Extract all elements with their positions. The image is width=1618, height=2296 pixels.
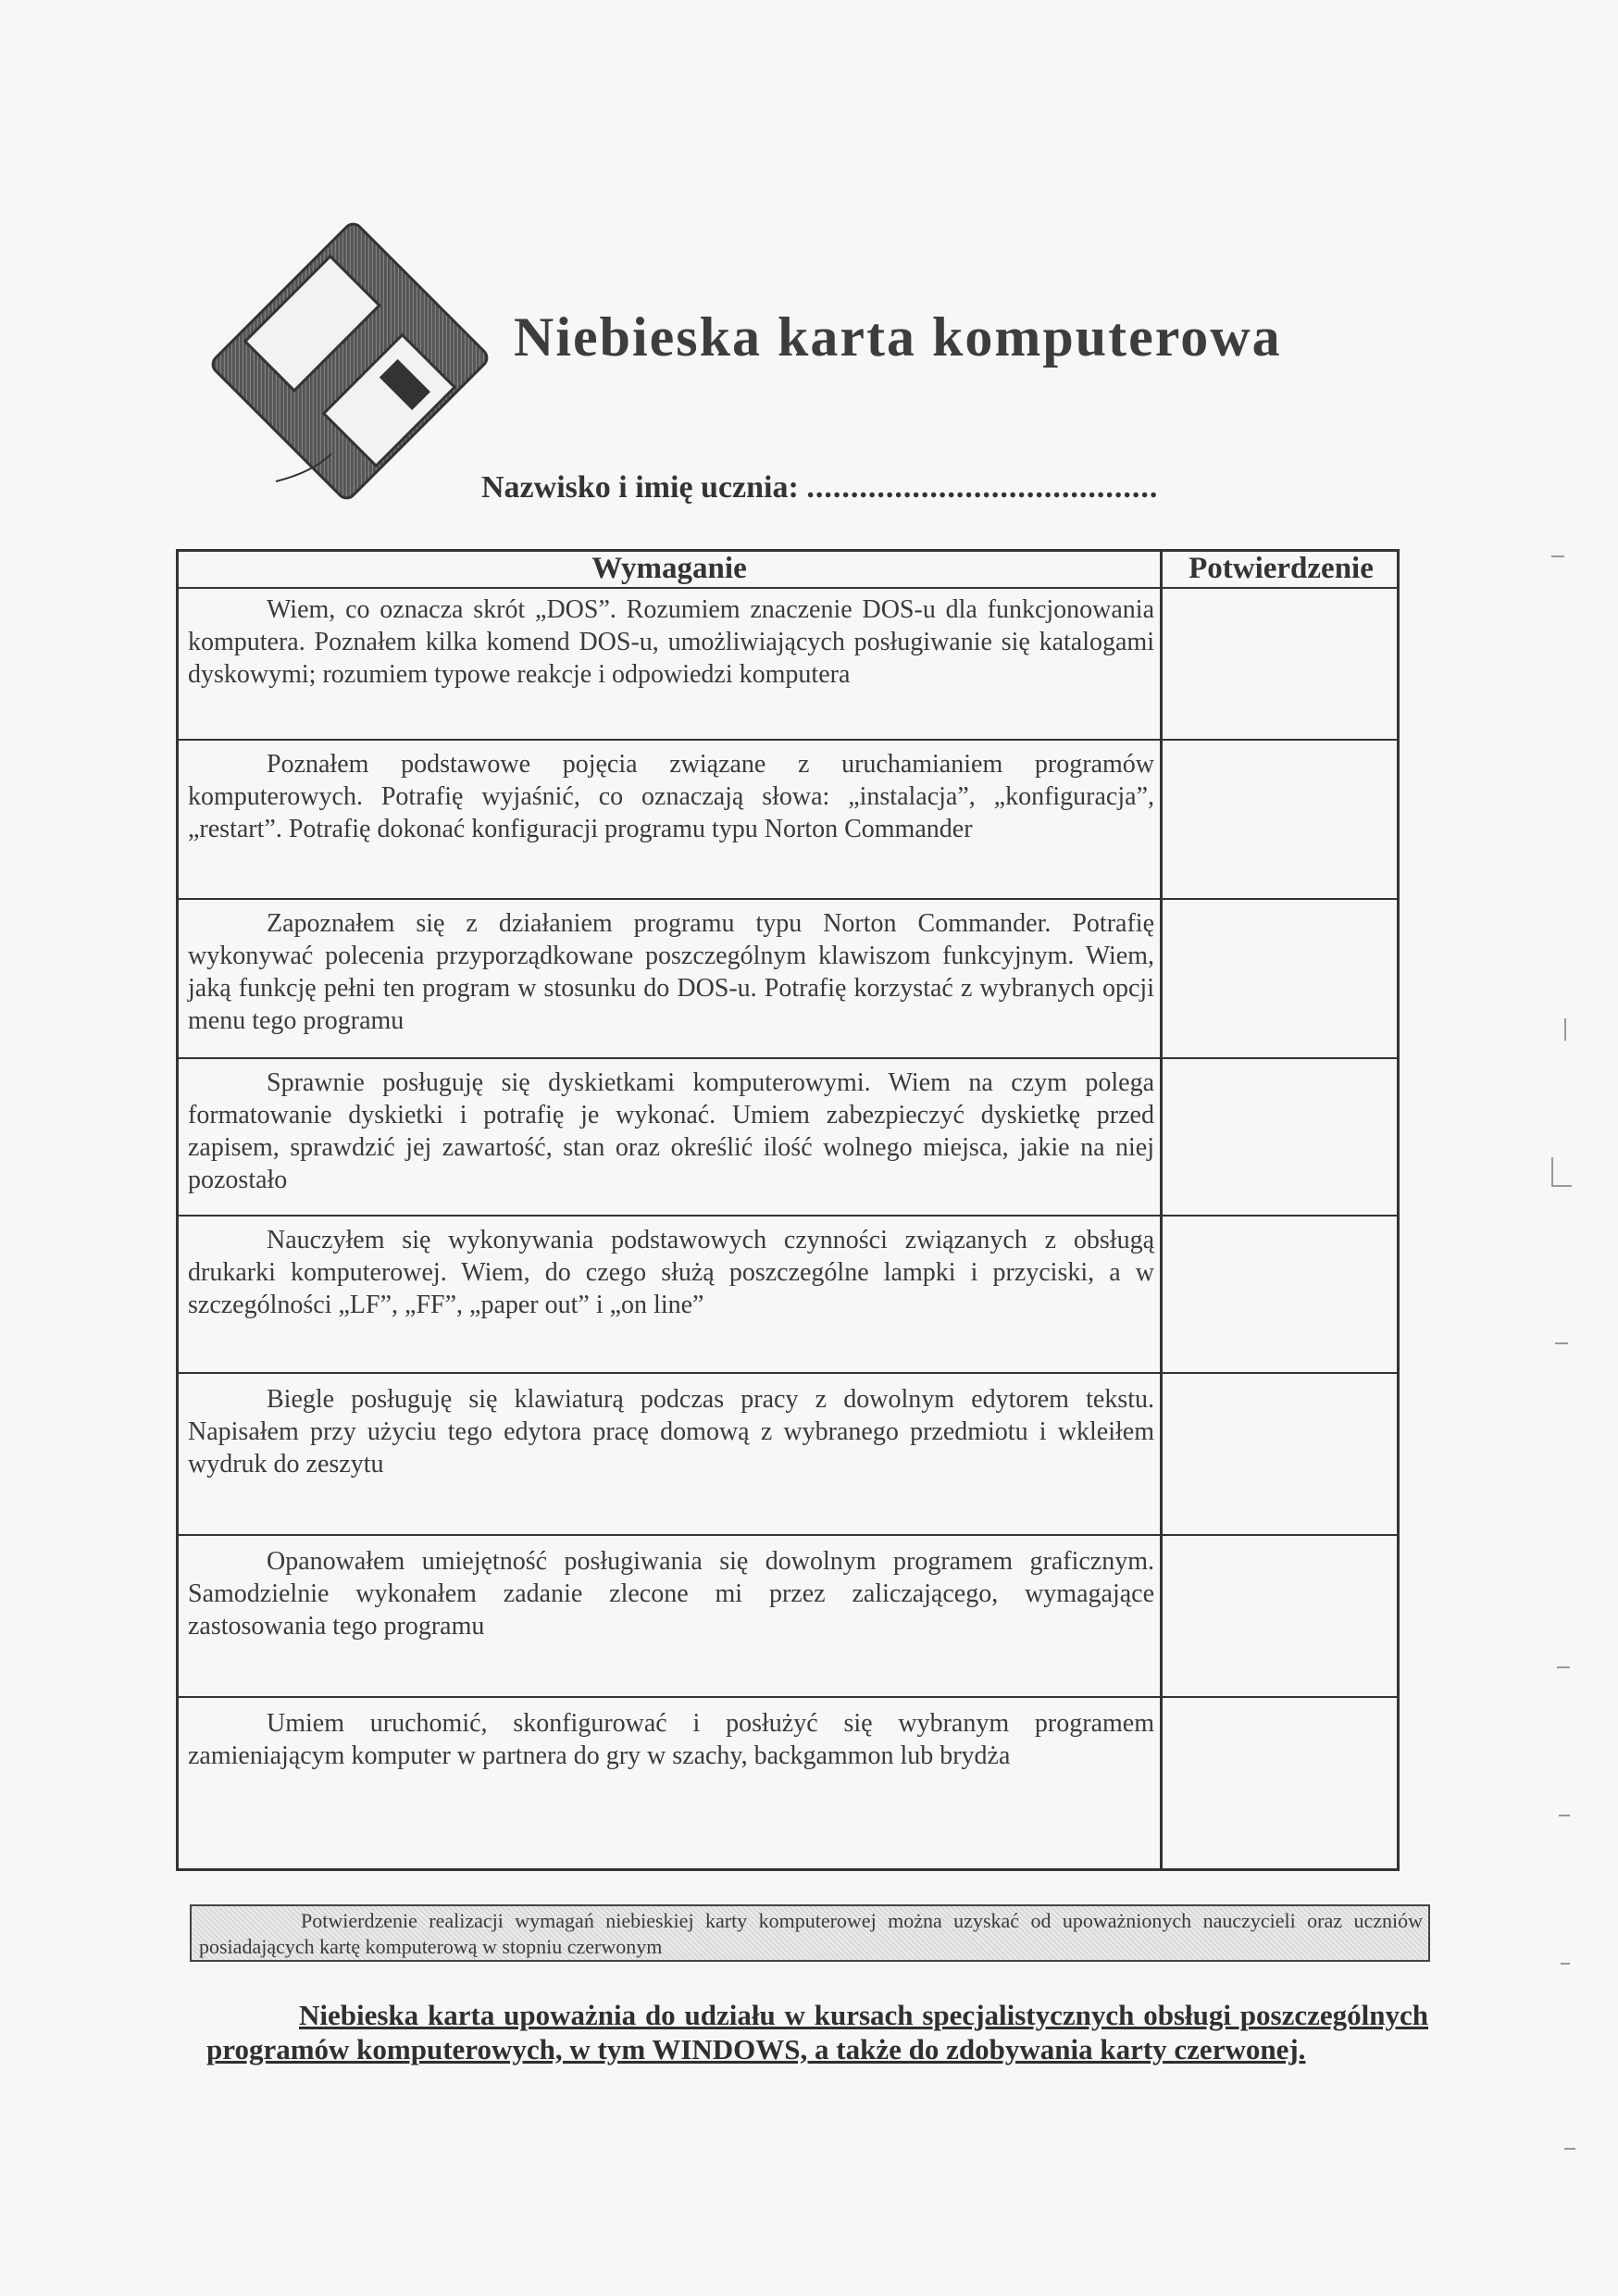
table-row [179,589,1160,741]
floppy-disk-icon [211,222,489,500]
confirmation-column-header: Potwierdzenie [1160,552,1400,589]
requirement-text: Wiem, co oznacza skrót „DOS”. Rozumiem znaczenie DOS-u dla funkcjonowania komputera. Poznałem kilka komend DOS-u, umożliwiających posługiwanie się katalogami dyskowymi; rozumiem typowe reakcje i odpowiedzi komputera [188,595,1154,689]
confirmation-cell [1163,900,1397,1059]
confirmation-cell [1163,1536,1397,1698]
requirement-text: Zapoznałem się z działaniem programu typu Norton Commander. Potrafię wykonywać polecenia przyporządkowane poszczególnym klawiszom funkcyjnym. Wiem, jaką funkcję pełni ten program w stosunku do DOS-u. Potrafię korzystać z wybranych opcji menu tego programu [188,909,1154,1035]
table-row [179,1374,1160,1536]
margin-mark [1551,555,1564,557]
confirmation-note-text: Potwierdzenie realizacji wymagań niebieskiej karty komputerowej można uzyskać od upoważnionych nauczycieli oraz uczniów posiadających kartę komputerową w stopniu czerwonym [199,1909,1423,1958]
footer-statement [206,1998,1428,2066]
confirmation-cell [1163,1217,1397,1374]
requirement-text: Sprawnie posługuję się dyskietkami komputerowymi. Wiem na czym polega formatowanie dyskietki i potrafię je wykonać. Umiem zabezpieczyć dyskietkę przed zapisem, sprawdzić jej zawartość, stan oraz określić ilość wolnego miejsca, jakie na niej pozostało [188,1068,1154,1194]
requirement-text: Umiem uruchomić, skonfigurować i posłużyć się wybranym programem zamieniającym komputer w partnera do gry w szachy, backgammon lub brydża [188,1709,1154,1770]
table-row [179,1698,1160,1868]
requirement-text: Biegle posługuję się klawiaturą podczas pracy z dowolnym edytorem tekstu. Napisałem przy użyciu tego edytora pracę domową z wybranego przedmiotu i wkleiłem wydruk do zeszytu [188,1385,1154,1479]
requirement-text: Nauczyłem się wykonywania podstawowych czynności związanych z obsługą drukarki komputerowej. Wiem, do czego służą poszczególne lampki i przyciski, a w szczególności „LF”, „FF”, „paper out” i „on line” [188,1226,1154,1319]
confirmation-cell [1163,1059,1397,1217]
table-row [179,1217,1160,1374]
requirement-column-header: Wymaganie [179,552,1160,589]
student-name-field [481,470,1158,505]
margin-mark [1551,1157,1553,1185]
table-row [179,900,1160,1059]
margin-mark [1564,1018,1566,1041]
table-row [179,1536,1160,1698]
document-title: Niebieska karta komputerowa [514,306,1282,368]
margin-mark [1561,1963,1570,1965]
confirmation-cell [1163,1374,1397,1536]
margin-mark [1555,1342,1568,1344]
confirmation-cell [1163,741,1397,900]
table-row [179,741,1160,900]
requirements-table [176,549,1400,1871]
footer-statement-text: Niebieska karta upoważnia do udziału w kursach specjalistycznych obsługi poszczególnych programów komputerowych, w tym WINDOWS, a także do zdobywania karty czerwonej. [206,1999,1428,2065]
confirmation-cell [1163,589,1397,741]
margin-mark [1557,1666,1570,1668]
confirmation-cell [1163,1698,1397,1868]
confirmation-note [190,1904,1430,1962]
student-name-blank: ........................................ [806,470,1159,505]
student-name-label: Nazwisko i imię ucznia: [481,470,799,505]
requirement-text: Poznałem podstawowe pojęcia związane z uruchamianiem programów komputerowych. Potrafię wyjaśnić, co oznaczają słowa: „instalacja”, „konfiguracja”, „restart”. Potrafię dokonać konfiguracji programu typu Norton Commander [188,750,1154,843]
requirement-text: Opanowałem umiejętność posługiwania się dowolnym programem graficznym. Samodzielnie wykonałem zadanie zlecone mi przez zaliczającego, wymagające zastosowania tego programu [188,1547,1154,1641]
margin-mark [1559,1815,1570,1816]
margin-mark [1551,1185,1572,1187]
table-row [179,1059,1160,1217]
margin-mark [1564,2148,1575,2150]
